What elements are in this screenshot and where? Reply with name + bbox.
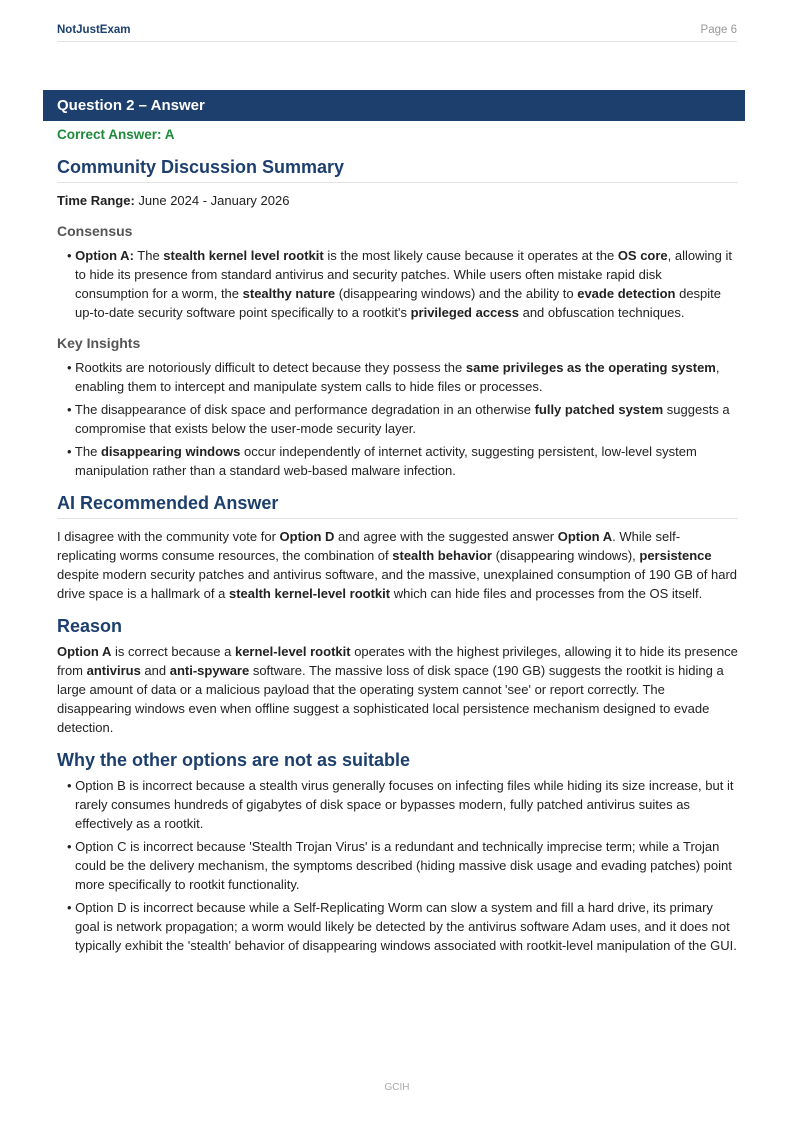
question-title-bar: Question 2 – Answer [43,90,745,121]
text-run: and [140,663,170,678]
text-run: • Option B is incorrect because a stealth virus generally focuses on infecting files while hiding its size increase, but it rarely consumes hundreds of gigabytes of disk space or bypasses modern, fully patched antivirus suites as effectively as a rootkit. [67,778,734,831]
page-header [57,22,737,42]
list-item [57,358,738,396]
text-run: • Option D is incorrect because while a Self-Replicating Worm can slow a system and fill a hard drive, its primary goal is network propagation; a worm would likely be detected by the antivirus software Adam uses, and it does not typically exhibit the 'stealth' behavior of disappearing windows associated with rootkit-level manipulation of the GUI. [67,900,737,953]
text-run: • The [67,444,101,459]
list-item [57,837,738,894]
bold-text: Option A [557,529,613,544]
text-run: occur independently of internet activity, suggesting persistent, low-level system manipulation rather than a standard web-based malware infection. [75,444,697,478]
text-run: and obfuscation techniques. [518,305,685,320]
bold-text: stealth kernel level rootkit [163,248,324,263]
text-run: (disappearing windows), [491,548,640,563]
bold-text: disappearing windows [100,444,241,459]
answer-content [57,125,738,959]
text-run: (disappearing windows) and the ability to [335,286,578,301]
text-run: • Rootkits are notoriously difficult to detect because they possess the [67,360,466,375]
bold-text: Time Range: [57,193,135,208]
text-run: , allowing it to hide its presence from standard antivirus and security patches. While users often mistake rapid disk consumption for a worm, the [75,248,732,301]
bold-text: anti-spyware [169,663,250,678]
text-run: despite modern security patches and antivirus software, and the massive, unexplained consumption of 190 GB of hard drive space is a hallmark of a [57,567,737,601]
text-run: The [133,248,164,263]
bold-text: antivirus [86,663,141,678]
bold-text: same privileges as the operating system [465,360,716,375]
community-summary-heading: Community Discussion Summary [57,158,738,183]
text-run: , enabling them to intercept and manipulate system calls to hide files or processes. [75,360,720,394]
text-run: and agree with the suggested answer [334,529,558,544]
text-run: operates with the highest privileges, allowing it to hide its presence from [57,644,738,678]
brand-name: NotJustExam [57,24,131,36]
text-run: despite up-to-date security software point specifically to a rootkit's [75,286,722,320]
text-run: which can hide files and processes from the OS itself. [390,586,703,601]
text-run: is correct because a [111,644,235,659]
bold-text: evade detection [577,286,676,301]
reason-body [57,642,738,737]
bold-text: fully patched system [534,402,664,417]
ai-answer-heading: AI Recommended Answer [57,494,738,519]
text-run: • The disappearance of disk space and performance degradation in an otherwise [67,402,535,417]
bold-text: OS core [617,248,668,263]
other-options-list [57,776,738,955]
consensus-list [57,246,738,322]
bold-text: stealth kernel-level rootkit [228,586,391,601]
text-run: • Option C is incorrect because 'Stealth Trojan Virus' is a redundant and technically imprecise term; while a Trojan could be the delivery mechanism, the symptoms described (hiding massive disk usage and evading patches) point more specifically to rootkit functionality. [67,839,732,892]
key-insights-list [57,358,738,480]
text-run: software. The massive loss of disk space (190 GB) suggests the rootkit is hiding a large amount of data or a malicious payload that the operating system cannot 'see' or report correctly. The disappearing windows even when offline suggest a sophisticated local persistence mechanism designed to evade detection. [57,663,724,735]
bold-text: Option A: [75,248,134,263]
ai-answer-body [57,527,738,603]
key-insights-heading: Key Insights [57,335,141,351]
list-item [57,400,738,438]
consensus-heading: Consensus [57,223,133,239]
reason-heading: Reason [57,616,123,636]
page-number: Page 6 [700,24,737,36]
bold-text: privileged access [410,305,519,320]
bold-text: Option A [57,644,112,659]
other-options-heading: Why the other options are not as suitable [57,750,411,770]
text-run: . While self-replicating worms consume resources, the combination of [57,529,681,563]
bold-text: kernel-level rootkit [234,644,351,659]
list-item [57,776,738,833]
bold-text: persistence [639,548,712,563]
list-item [57,246,738,322]
bold-text: stealthy nature [242,286,336,301]
bold-text: stealth behavior [392,548,492,563]
correct-answer: Correct Answer: A [57,127,175,142]
text-run: I disagree with the community vote for [57,529,280,544]
text-run: is the most likely cause because it operates at the [323,248,618,263]
list-item [57,442,738,480]
list-item [57,898,738,955]
text-run: • [67,248,76,263]
text-run: June 2024 - January 2026 [134,193,290,208]
page-footer: GCIH [384,1082,410,1093]
time-range [57,191,738,210]
bold-text: Option D [279,529,335,544]
text-run: suggests a compromise that exists below the user-mode security layer. [75,402,730,436]
